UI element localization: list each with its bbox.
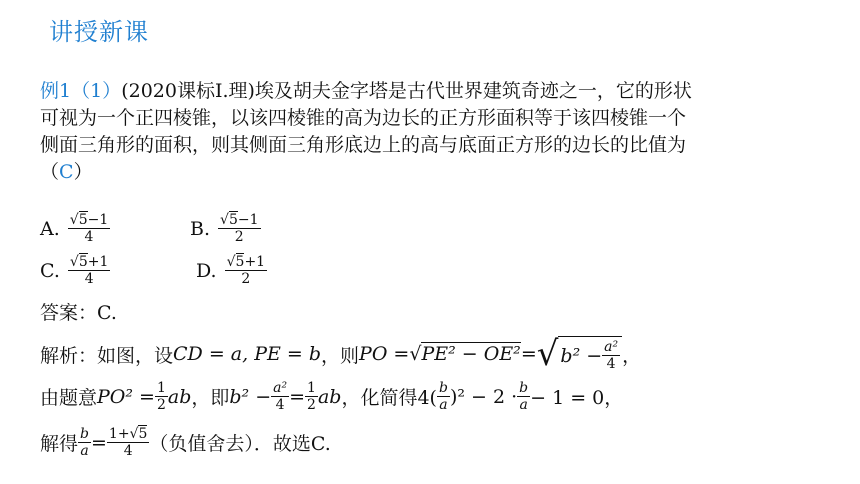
option-c xyxy=(40,254,110,287)
question-line-1: (2020课标Ⅰ.理)埃及胡夫金字塔是古代世界建筑奇迹之一，它的形状 xyxy=(121,80,692,102)
option-c-label: C. xyxy=(40,259,60,282)
question-text xyxy=(40,78,830,186)
option-a-fraction: $\frac{√5-1}{4}$ xyxy=(69,212,109,245)
question-line-2: 可视为一个正四棱锥，以该四棱锥的高为边长的正方形面积等于该四棱锥一个 xyxy=(40,107,687,129)
analysis-line-1: 解析：如图，设 CD = a, PE = b ，则 PO = √PE² − OE² = √ b² − $\frac{\text{a²}}{4}$ ， xyxy=(40,334,642,374)
nested-sqrt: √ b² − $\frac{\text{a²}}{4}$ xyxy=(537,336,622,372)
answer-blank: C xyxy=(59,161,74,183)
paren-close: ） xyxy=(73,161,93,183)
analysis-line-2: 由题意 PO² = $\frac{1}{2}$ ab ，即 b² − $\frac{\text{a²}}{4}$ = $\frac{1}{2}$ ab ，化简得4( $\frac{b}{a}$ )² − 2 · $\frac{b}{a}$ − 1 = 0， xyxy=(40,380,624,413)
answer-line: 答案：C. xyxy=(40,302,117,324)
option-b-label: B. xyxy=(190,217,211,240)
option-d xyxy=(196,254,267,287)
option-a-label: A. xyxy=(40,217,60,240)
option-d-label: D. xyxy=(196,259,217,282)
option-c-fraction: $\frac{√5+1}{4}$ xyxy=(69,254,109,287)
section-title: 讲授新课 xyxy=(49,18,149,46)
question-line-3: 侧面三角形的面积，则其侧面三角形底边上的高与底面正方形的边长的比值为 xyxy=(40,134,687,156)
option-d-fraction: $\frac{√5+1}{2}$ xyxy=(226,254,266,287)
example-label: 例1（1） xyxy=(40,80,122,102)
option-a xyxy=(40,212,110,245)
analysis-line-3: 解得 $\frac{b}{a}$ = $\frac{1+√5}{4}$ （负值舍去）．故选C. xyxy=(40,426,331,459)
paren-open: （ xyxy=(40,161,60,183)
option-b xyxy=(190,212,261,245)
option-b-fraction: $\frac{√5-1}{2}$ xyxy=(220,212,259,245)
